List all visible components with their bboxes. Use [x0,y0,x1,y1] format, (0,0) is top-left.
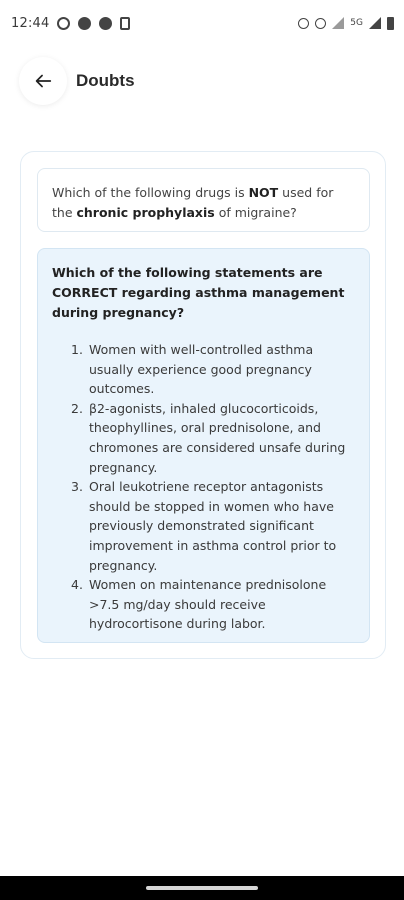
file-icon [120,17,130,30]
list-item-text: β2-agonists, inhaled glucocorticoids, theophyllines, oral prednisolone, and chromones are considered unsafe during pregnancy. [89,400,346,475]
question-card[interactable] [37,168,370,232]
battery-icon [387,17,394,30]
system-nav-bar [0,876,404,900]
app-header [19,57,135,105]
answer-list-item [52,575,355,634]
question-text-part1: Which of the following drugs is [52,185,249,200]
list-number: 4. [71,577,83,593]
shield-icon [78,17,91,30]
camera-icon [99,17,112,30]
question-emphasis-topic: chronic prophylaxis [76,205,215,220]
question-emphasis-not: NOT [248,185,279,200]
page-title: Doubts [76,71,135,90]
back-button[interactable] [19,57,67,105]
home-gesture-handle[interactable] [146,886,258,890]
hotspot-icon [315,18,326,29]
list-number: 1. [71,342,83,357]
network-type-label: 5G [350,18,363,28]
list-item-text: Oral leukotriene receptor antagonists should be stopped in women who have previously demonstrated significant improvement in asthma control prior to pregnancy. [89,479,337,573]
list-number: 2. [71,400,83,416]
doubt-card [20,151,386,659]
answer-list-item [52,399,355,477]
list-item-text: Women with well-controlled asthma usually experience good pregnancy outcomes. [89,342,314,397]
whatsapp-icon [57,17,70,30]
answer-heading: Which of the following statements are CORRECT regarding asthma management during pregnancy? [52,265,345,320]
answer-card [37,248,370,643]
status-right [298,17,394,30]
answer-list-item [52,477,355,575]
signal-sim2-icon [369,17,381,29]
list-item-text: Women on maintenance prednisolone >7.5 mg/day should receive hydrocortisone during labor. [89,577,327,632]
status-time: 12:44 [11,15,50,31]
question-text-part2: used for the [52,185,334,220]
vibrate-icon [298,18,309,29]
answer-list [52,340,355,634]
signal-sim1-icon [332,17,344,29]
list-number: 3. [71,479,83,495]
question-text-part3: of migraine? [214,205,297,220]
answer-list-item [52,340,355,399]
status-bar [0,0,404,46]
arrow-left-icon [32,70,54,92]
status-left [11,16,130,31]
